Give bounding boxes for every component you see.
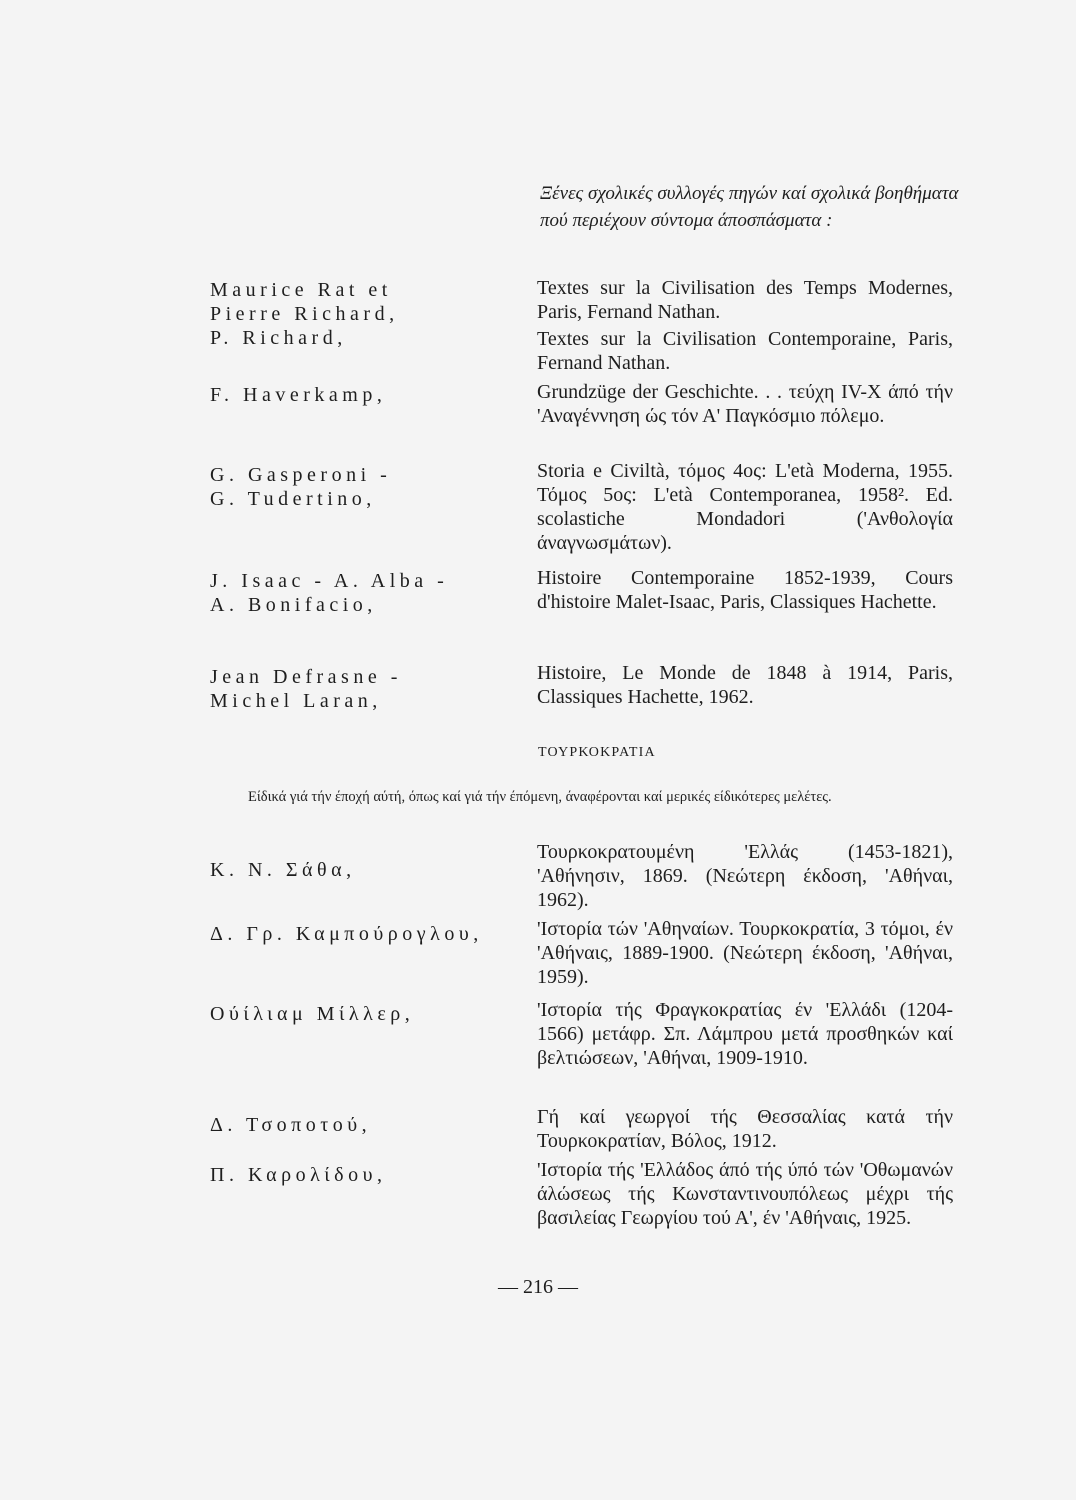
section-heading: ΤΟΥΡΚΟΚΡΑΤΙΑ	[538, 745, 656, 760]
entry-work: 'Ιστορία τής Φραγκοκρατίας έν 'Ελλάδι (1204-1566) μετάφρ. Σπ. Λάμπρου μετά προσθηκών καί βελτιώσεων, 'Αθήναι, 1909-1910.	[537, 999, 953, 1069]
entry-work: Storia e Civiltà, τόμος 4ος: L'età Moderna, 1955. Τόμος 5ος: L'età Contemporanea, 1958². Ed. scolastiche Mondadori ('Ανθολογία άναγνωσμάτων).	[537, 460, 953, 554]
entry-author: G. Gasperoni - G. Tudertino,	[210, 464, 392, 510]
intro-text: Ξένες σχολικές συλλογές πηγών καί σχολικά βοηθήματα πού περιέχουν σύντομα άποσπάσματα :	[540, 183, 959, 231]
entry-author: P. Richard,	[210, 327, 347, 349]
entry-author: Π. Καρολίδου,	[210, 1164, 387, 1186]
entry-author: J. Isaac - A. Alba - A. Bonifacio,	[210, 570, 449, 616]
entry-work: 'Ιστορία τής 'Ελλάδος άπό τής ύπό τών 'Οθωμανών άλώσεως τής Κωνσταντινουπόλεως μέχρι τής βασιλείας Γεωργίου τού Α', έν 'Αθήναις, 1925.	[537, 1159, 953, 1229]
entry-work: Textes sur la Civilisation Contemporaine, Paris, Fernand Nathan.	[537, 328, 953, 374]
entry-work: Τουρκοκρατουμένη 'Ελλάς (1453-1821), 'Αθήνησιν, 1869. (Νεώτερη έκδοση, 'Αθήναι, 1962).	[537, 841, 953, 911]
section-note: Είδικά γιά τήν έποχή αύτή, όπως καί γιά τήν έπόμενη, άναφέρονται καί μερικές είδικότερες μελέτες.	[248, 789, 832, 805]
entry-author: Ούίλιαμ Μίλλερ,	[210, 1003, 415, 1025]
entry-author: Κ. Ν. Σάθα,	[210, 859, 356, 881]
entry-work: 'Ιστορία τών 'Αθηναίων. Τουρκοκρατία, 3 τόμοι, έν 'Αθήναις, 1889-1900. (Νεώτερη έκδοση, 'Αθήναι, 1959).	[537, 918, 953, 988]
entry-author: F. Haverkamp,	[210, 384, 387, 406]
entry-author: Jean Defrasne - Michel Laran,	[210, 666, 402, 712]
entry-work: Grundzüge der Geschichte. . . τεύχη IV-X άπό τήν 'Αναγέννηση ώς τόν Α' Παγκόσμιο πόλεμο.	[537, 381, 953, 427]
entry-work: Γή καί γεωργοί τής Θεσσαλίας κατά τήν Τουρκοκρατίαν, Βόλος, 1912.	[537, 1106, 953, 1152]
entry-work: Histoire Contemporaine 1852-1939, Cours d'histoire Malet-Isaac, Paris, Classiques Hachette.	[537, 567, 953, 613]
entry-work: Textes sur la Civilisation des Temps Modernes, Paris, Fernand Nathan.	[537, 277, 953, 323]
page-number: — 216 —	[498, 1276, 578, 1298]
entry-work: Histoire, Le Monde de 1848 à 1914, Paris, Classiques Hachette, 1962.	[537, 662, 953, 708]
entry-author: Δ. Τσοποτού,	[210, 1114, 372, 1136]
entry-author: Δ. Γρ. Καμπούρογλου,	[210, 923, 483, 945]
entry-author: Maurice Rat et Pierre Richard,	[210, 279, 399, 325]
